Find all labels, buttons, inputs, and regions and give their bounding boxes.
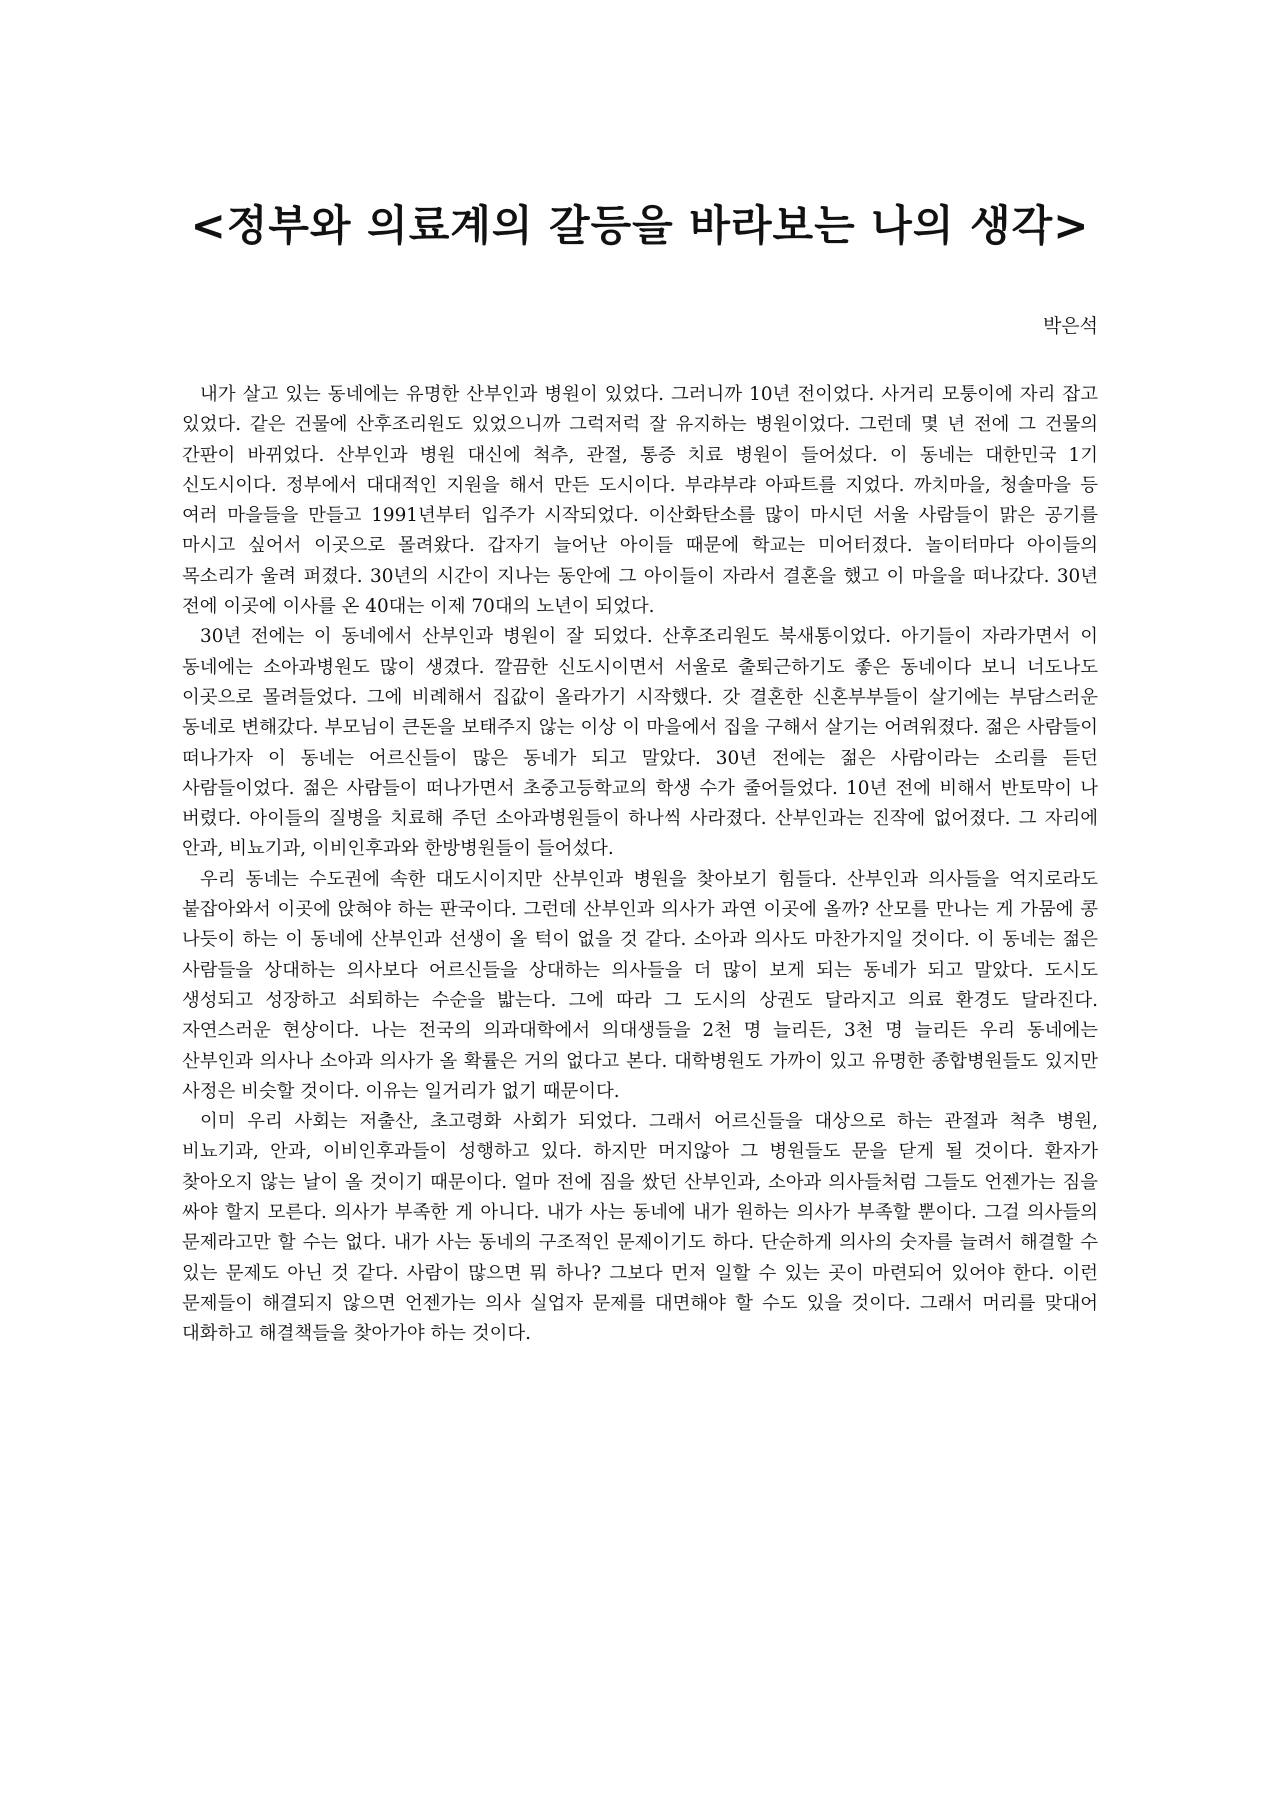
author-name: 박은석 — [1042, 315, 1098, 337]
essay-body — [182, 380, 1098, 1350]
paragraph: 이미 우리 사회는 저출산, 초고령화 사회가 되었다. 그래서 어르신들을 대상으로 하는 관절과 척추 병원, 비뇨기과, 안과, 이비인후과들이 성행하고 있다. 하지만 머지않아 그 병원들도 문을 닫게 될 것이다. 환자가 찾아오지 않는 날이 올 것이기 때문이다. 얼마 전에 짐을 쌌던 산부인과, 소아과 의사들처럼 그들도 언젠가는 짐을 싸야 할지 모른다. 의사가 부족한 게 아니다. 내가 사는 동네에 내가 원하는 의사가 부족할 뿐이다. 그걸 의사들의 문제라고만 할 수는 없다. 내가 사는 동네의 구조적인 문제이기도 하다. 단순하게 의사의 숫자를 늘려서 해결할 수 있는 문제도 아닌 것 같다. 사람이 많으면 뭐 하나? 그보다 먼저 일할 수 있는 곳이 마련되어 있어야 한다. 이런 문제들이 해결되지 않으면 언젠가는 의사 실업자 문제를 대면해야 할 수도 있을 것이다. 그래서 머리를 맞대어 대화하고 해결책들을 찾아가야 하는 것이다. — [182, 1111, 1098, 1345]
page-title: <정부와 의료계의 갈등을 바라보는 나의 생각> — [190, 201, 1090, 250]
paragraph: 내가 살고 있는 동네에는 유명한 산부인과 병원이 있었다. 그러니까 10년 전이었다. 사거리 모퉁이에 자리 잡고 있었다. 같은 건물에 산후조리원도 있었으니까 그럭저럭 잘 유지하는 병원이었다. 그런데 몇 년 전에 그 건물의 간판이 바뀌었다. 산부인과 병원 대신에 척추, 관절, 통증 치료 병원이 들어섰다. 이 동네는 대한민국 1기 신도시이다. 정부에서 대대적인 지원을 해서 만든 도시이다. 부랴부랴 아파트를 지었다. 까치마을, 청솔마을 등 여러 마을들을 만들고 1991년부터 입주가 시작되었다. 이산화탄소를 많이 마시던 서울 사람들이 맑은 공기를 마시고 싶어서 이곳으로 몰려왔다. 갑자기 늘어난 아이들 때문에 학교는 미어터졌다. 놀이터마다 아이들의 목소리가 울려 퍼졌다. 30년의 시간이 지나는 동안에 그 아이들이 자라서 결혼을 했고 이 마을을 떠나갔다. 30년 전에 이곳에 이사를 온 40대는 이제 70대의 노년이 되었다. — [182, 384, 1098, 618]
paragraph: 우리 동네는 수도권에 속한 대도시이지만 산부인과 병원을 찾아보기 힘들다. 산부인과 의사들을 억지로라도 붙잡아와서 이곳에 앉혀야 하는 판국이다. 그런데 산부인과 의사가 과연 이곳에 올까? 산모를 만나는 게 가뭄에 콩 나듯이 하는 이 동네에 산부인과 선생이 올 턱이 없을 것 같다. 소아과 의사도 마찬가지일 것이다. 이 동네는 젊은 사람들을 상대하는 의사보다 어르신들을 상대하는 의사들을 더 많이 보게 되는 동네가 되고 말았다. 도시도 생성되고 성장하고 쇠퇴하는 수순을 밟는다. 그에 따라 그 도시의 상권도 달라지고 의료 환경도 달라진다. 자연스러운 현상이다. 나는 전국의 의과대학에서 의대생들을 2천 명 늘리든, 3천 명 늘리든 우리 동네에는 산부인과 의사나 소아과 의사가 올 확률은 거의 없다고 본다. 대학병원도 가까이 있고 유명한 종합병원들도 있지만 사정은 비슷할 것이다. 이유는 일거리가 없기 때문이다. — [182, 868, 1098, 1102]
paragraph: 30년 전에는 이 동네에서 산부인과 병원이 잘 되었다. 산후조리원도 북새통이었다. 아기들이 자라가면서 이 동네에는 소아과병원도 많이 생겼다. 깔끔한 신도시이면서 서울로 출퇴근하기도 좋은 동네이다 보니 너도나도 이곳으로 몰려들었다. 그에 비례해서 집값이 올라가기 시작했다. 갓 결혼한 신혼부부들이 살기에는 부담스러운 동네로 변해갔다. 부모님이 큰돈을 보태주지 않는 이상 이 마을에서 집을 구해서 살기는 어려워졌다. 젊은 사람들이 떠나가자 이 동네는 어르신들이 많은 동네가 되고 말았다. 30년 전에는 젊은 사람이라는 소리를 듣던 사람들이었다. 젊은 사람들이 떠나가면서 초중고등학교의 학생 수가 줄어들었다. 10년 전에 비해서 반토막이 나 버렸다. 아이들의 질병을 치료해 주던 소아과병원들이 하나씩 사라졌다. 산부인과는 진작에 없어졌다. 그 자리에 안과, 비뇨기과, 이비인후과와 한방병원들이 들어섰다. — [182, 626, 1098, 860]
